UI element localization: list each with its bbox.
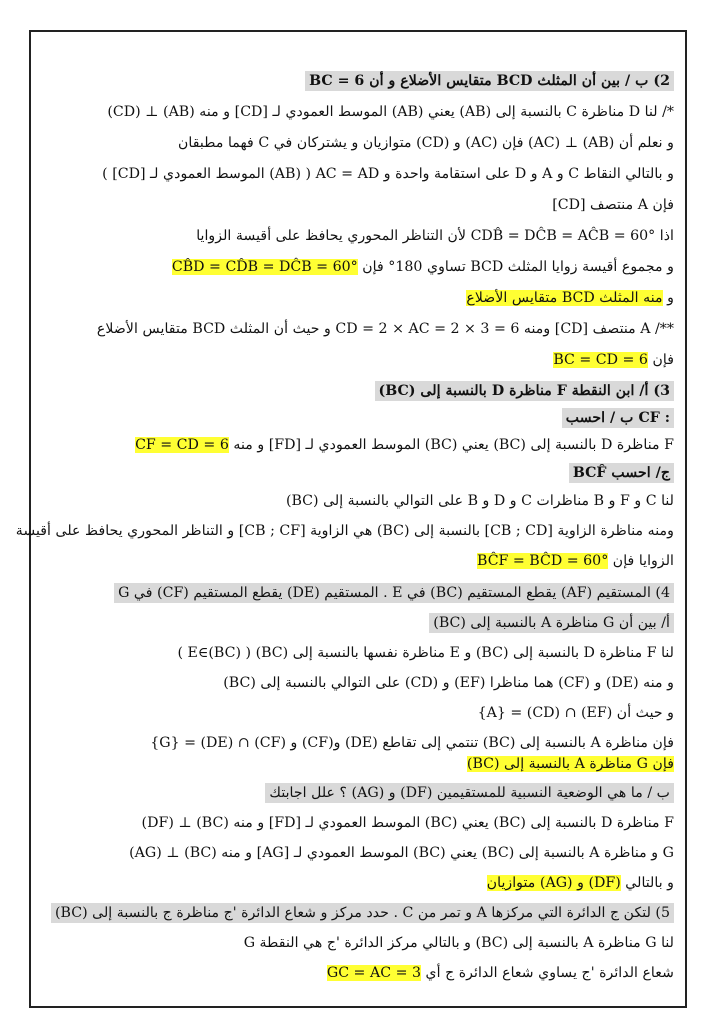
line-23-highlight: فإن G مناظرة A بالنسبة إلى (BC) [466, 756, 674, 772]
line-29: لنا G مناظرة A بالنسبة إلى (BC) و بالتالي مركز الدائرة 'ج هي النقطة G [243, 935, 674, 951]
q3c-heading [42, 458, 674, 488]
line-22: فإن مناظرة A بالنسبة إلى (BC) تنتمي إلى تقاطع (DE) و(CF) و (CF) ∩ (DE) = {G} [150, 735, 674, 751]
line-3: و بالتالي النقاط C و A و D على استقامة واحدة و AC = AD ( (AB) الموسط العمودي لـ [CD] ) [102, 166, 674, 182]
q3b-heading-text: : CF ب / احسب [562, 408, 674, 428]
line-6-text-highlight: CB̂D = CD̂B = DĈB = 60° [171, 259, 358, 275]
line-8: **/ A منتصف [CD] ومنه CD = 2 × AC = 2 × 3 = 6 و حيث أن المثلث BCD متقايس الأضلاع [96, 321, 674, 337]
line-14: لنا C و F و B مناظرات C و D و B على التوالي بالنسبة إلى (BC) [285, 493, 674, 509]
q2b-heading [42, 66, 674, 96]
line-4: فإن A منتصف [CD] [552, 197, 674, 213]
line-5: اذا CDB̂ = DĈB = AĈB = 60° لأن التناظر المحوري يحافظ على أقيسة الزوايا [196, 228, 674, 244]
q4b-heading [42, 778, 674, 808]
line-27-prefix: و بالتالي [620, 875, 674, 891]
line-19: لنا F مناظرة D بالنسبة إلى (BC) و E مناظرة نفسها بالنسبة إلى (BC) ( E∈(BC) ) [177, 645, 674, 661]
q5-heading-text: 5) لتكن ج الدائرة التي مركزها A و تمر من C . حدد مركز و شعاع الدائرة 'ج مناظرة ج بالنسبة إلى (BC) [51, 903, 674, 923]
line-12-text-highlight: CF = CD = 6 [135, 437, 229, 453]
line-9-highlight: BC = CD = 6 [553, 352, 648, 368]
line-21: و حيث أن (EF) ∩ (CD) = {A} [477, 705, 674, 721]
line-7-prefix: و [662, 290, 674, 306]
line-30-highlight: GC = AC = 3 [326, 965, 421, 981]
line-6 [42, 252, 674, 282]
line-15: ومنه مناظرة الزاوية [CB ; CD] بالنسبة إلى (BC) هي الزاوية [CB ; CF] و التناظر المحوري يحافظ على أقيسة [15, 523, 674, 539]
q4-heading [42, 578, 674, 608]
q3b-heading [42, 403, 674, 433]
line-27-highlight: (DF) و (AG) متوازيان [486, 875, 621, 891]
q4a-heading [42, 608, 674, 638]
line-30: شعاع الدائرة 'ج يساوي شعاع الدائرة ج أي GC = AC = 3 [326, 965, 674, 981]
line-26: G و مناظرة A بالنسبة إلى (BC) يعني (BC) الموسط العمودي لـ [AG] و منه (BC) ⊥ (AG) [129, 845, 674, 861]
line-16 [42, 546, 674, 576]
line-6-text: و مجموع أقيسة زوايا المثلث BCD تساوي 180° فإن CB̂D = CD̂B = DĈB = 60° [171, 259, 674, 275]
line-9-prefix: فإن [647, 352, 674, 368]
line-7-highlight: منه المثلث BCD متقايس الأضلاع [466, 290, 663, 306]
line-20: و منه (DE) و (CF) هما مناظرا (EF) و (CD) على التوالي بالنسبة إلى (BC) [223, 675, 674, 691]
line-25: F مناظرة D بالنسبة إلى (BC) يعني (BC) الموسط العمودي لـ [FD] و منه (BC) ⊥ (DF) [141, 815, 674, 831]
q3a-heading-text: 3) أ/ ابن النقطة F مناظرة D بالنسبة إلى (BC) [375, 381, 674, 401]
line-7 [42, 283, 674, 313]
line-12-text: F مناظرة D بالنسبة إلى (BC) يعني (BC) الموسط العمودي لـ [FD] و منه CF = CD = 6 [135, 437, 674, 453]
q4a-heading-text: أ/ بين أن G مناظرة A بالنسبة إلى (BC) [429, 613, 674, 633]
line-27 [42, 868, 674, 898]
line-23 [42, 752, 674, 776]
line-12 [42, 430, 674, 460]
q4-heading-text: 4) المستقيم (AF) يقطع المستقيم (BC) في E . المستقيم (DE) يقطع المستقيم (CF) في G [114, 583, 674, 603]
q3a-heading [42, 376, 674, 406]
line-9 [42, 345, 674, 375]
q5-heading [42, 898, 674, 928]
q3c-heading-text: ج/ احسب BCF̂ [569, 463, 674, 483]
q4b-heading-text: ب / ما هي الوضعية النسبية للمستقيمين (DF) و (AG) ؟ علل اجابتك [265, 783, 674, 803]
line-1: */ لنا D مناظرة C بالنسبة إلى (AB) يعني (AB) الموسط العمودي لـ [CD] و منه (AB) ⊥ (CD) [107, 104, 674, 120]
q2b-heading-text: 2) ب / بين أن المثلث BCD متقايس الأضلاع و أن BC = 6 [305, 71, 674, 91]
line-16-text-highlight: BĈF = BĈD = 60° [477, 553, 609, 569]
line-2: و نعلم أن (AB) ⊥ (AC) فإن (AC) و (CD) متوازيان و يشتركان في C فهما مطبقان [178, 135, 674, 151]
line-16-text: الزوايا فإن BĈF = BĈD = 60° [477, 553, 674, 569]
